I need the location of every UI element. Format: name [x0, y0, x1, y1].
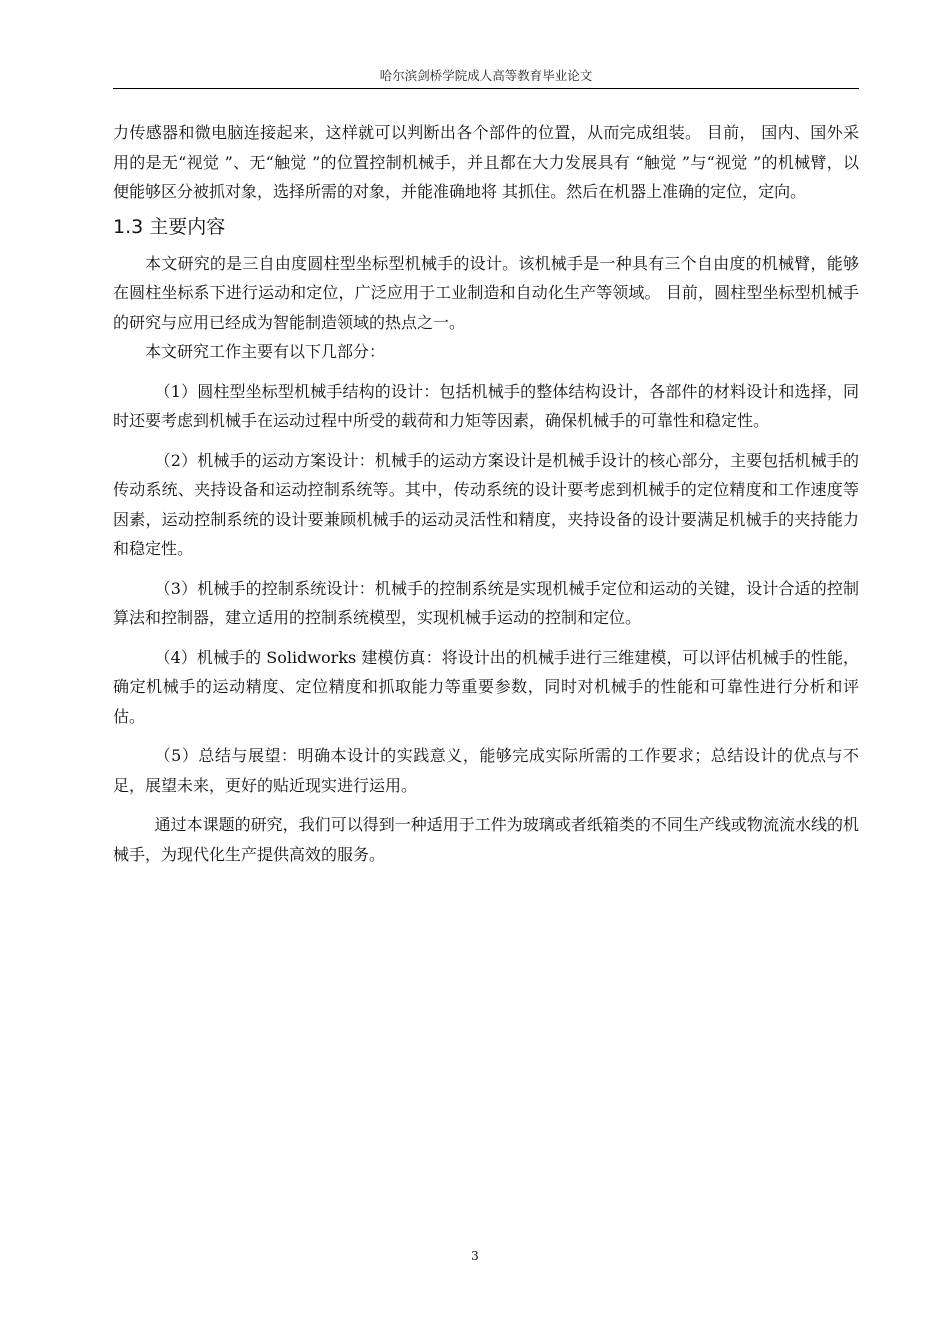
list-item-solidworks-simulation: （4）机械手的 Solidworks 建模仿真：将设计出的机械手进行三维建模，可以评估机械手的性能，确定机械手的运动精度、定位精度和抓取能力等重要参数，同时对机械手的性能和可靠性进行分析和评估。 [113, 647, 859, 726]
list-item-structure-design: （1）圆柱型坐标型机械手结构的设计：包括机械手的整体结构设计，各部件的材料设计和选择，同时还要考虑到机械手在运动过程中所受的载荷和力矩等因素，确保机械手的可靠性和稳定性。 [113, 381, 859, 430]
page-header-title: 哈尔滨剑桥学院成人高等教育毕业论文 [379, 68, 593, 83]
document-body [113, 118, 859, 869]
body-paragraph: 本文研究的是三自由度圆柱型坐标型机械手的设计。该机械手是一种具有三个自由度的机械臂，能够在圆柱坐标系下进行运动和定位，广泛应用于工业制造和自动化生产等领域。 目前，圆柱型坐标型机械手的研究与应用已经成为智能制造领域的热点之一。 [113, 253, 859, 332]
list-item-summary: （5）总结与展望：明确本设计的实践意义，能够完成实际所需的工作要求；总结设计的优点与不足，展望未来，更好的贴近现实进行运用。 [113, 746, 859, 795]
page-number: 3 [471, 1249, 479, 1263]
body-paragraph: 本文研究工作主要有以下几部分： [145, 342, 386, 361]
list-item-motion-design: （2）机械手的运动方案设计：机械手的运动方案设计是机械手设计的核心部分，主要包括机械手的传动系统、夹持设备和运动控制系统等。其中，传动系统的设计要考虑到机械手的定位精度和工作速度等因素，运动控制系统的设计要兼顾机械手的运动灵活性和精度，夹持设备的设计要满足机械手的夹持能力和稳定性。 [113, 450, 859, 558]
intro-paragraph: 力传感器和微电脑连接起来，这样就可以判断出各个部件的位置，从而完成组装。 目前， 国内、国外采用的是无“视觉 ”、无“触觉 ”的位置控制机械手，并且都在大力发展具有 “触觉 ”与“视觉 ”的机械臂，以便能够区分被抓对象，选择所需的对象，并能准确地将 其抓住。然后在机器上准确的定位，定向。 [113, 123, 859, 201]
section-heading: 1.3 主要内容 [113, 215, 226, 238]
list-item-control-system: （3）机械手的控制系统设计：机械手的控制系统是实现机械手定位和运动的关键，设计合适的控制算法和控制器，建立适用的控制系统模型，实现机械手运动的控制和定位。 [113, 578, 859, 627]
closing-paragraph: 通过本课题的研究，我们可以得到一种适用于工件为玻璃或者纸箱类的不同生产线或物流流水线的机械手，为现代化生产提供高效的服务。 [113, 815, 859, 864]
header-divider [113, 88, 859, 89]
